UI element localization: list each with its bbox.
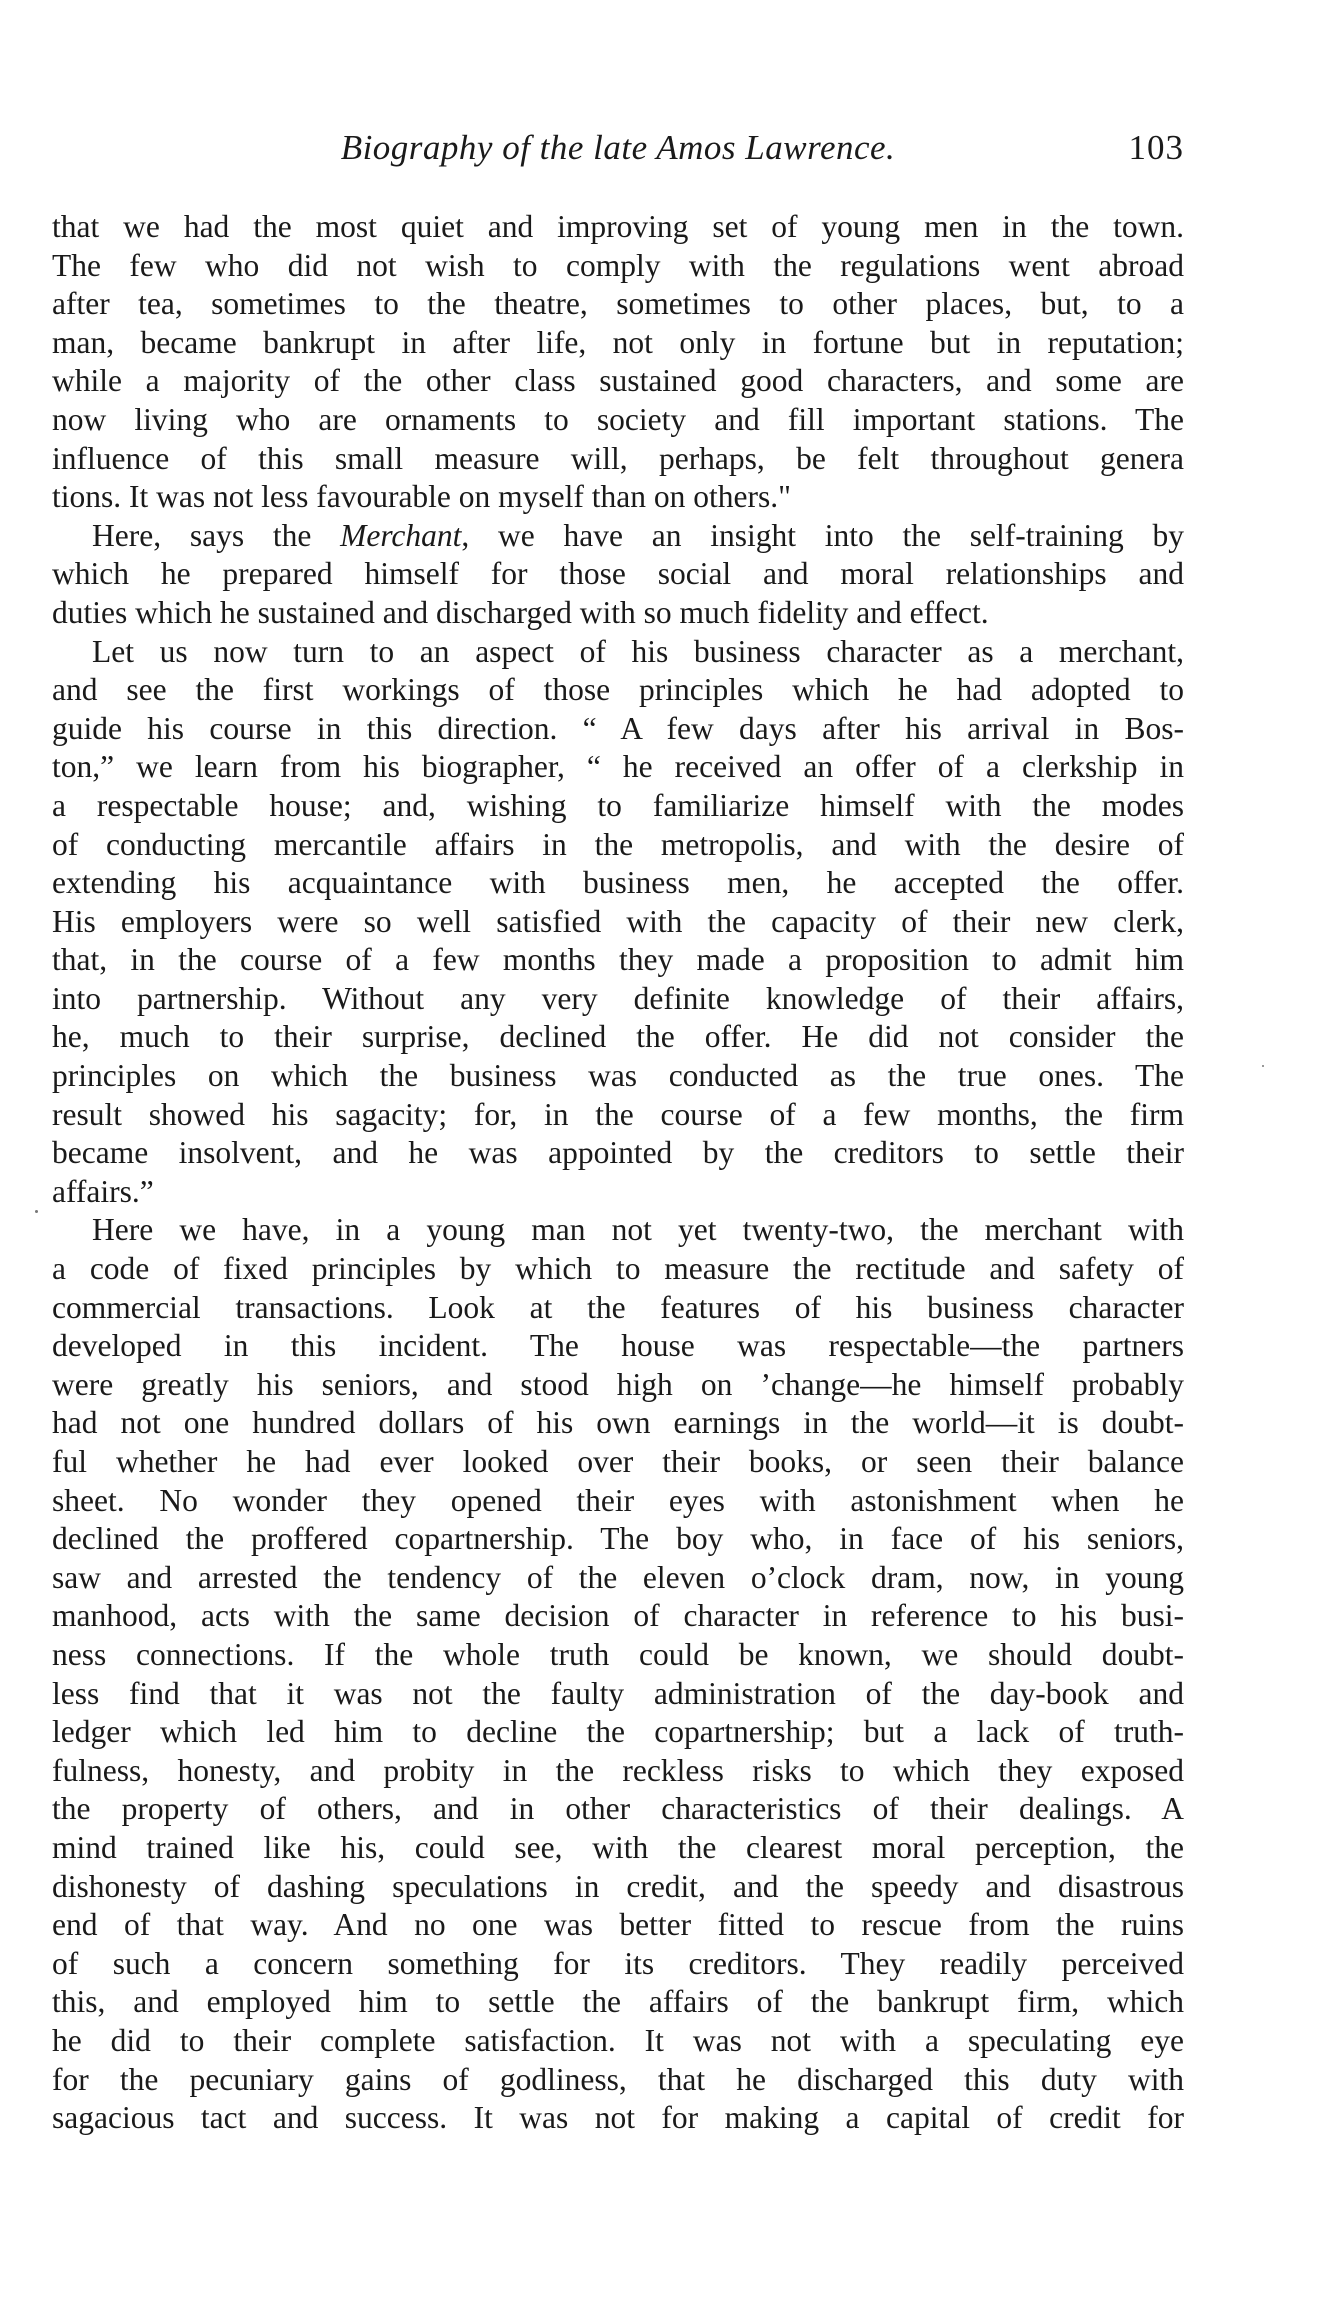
text-line: while a majority of the other class sustained good characters, and some are — [52, 363, 1184, 399]
text-line: saw and arrested the tendency of the eleven o’clock dram, now, in young — [52, 1559, 1184, 1595]
body-text — [52, 208, 1184, 2138]
text-line: dishonesty of dashing speculations in credit, and the speedy and disastrous — [52, 1868, 1184, 1904]
text-line: became insolvent, and he was appointed by the creditors to settle their — [52, 1135, 1184, 1171]
text-line: Here we have, in a young man not yet twenty-two, the merchant with — [92, 1212, 1184, 1248]
text-line: less find that it was not the faulty administration of the day-book and — [52, 1675, 1184, 1711]
text-line: he did to their complete satisfaction. It was not with a speculating eye — [52, 2022, 1184, 2058]
text-line: tions. It was not less favourable on myself than on others." — [52, 479, 791, 515]
text-line: ledger which led him to decline the copartnership; but a lack of truth- — [52, 1714, 1184, 1750]
page-number: 103 — [1128, 128, 1184, 167]
text-line: guide his course in this direction. “ A few days after his arrival in Bos- — [52, 710, 1184, 746]
text-span: which — [52, 556, 129, 592]
running-head — [52, 128, 1184, 178]
text-line: duties which he sustained and discharged with so much fidelity and effect. — [52, 594, 989, 630]
text-line: ton,” we learn from his biographer, “ he received an offer of a clerkship in — [52, 749, 1184, 785]
text-line: a respectable house; and, wishing to familiarize himself with the modes — [52, 787, 1184, 823]
running-title: Biography of the late Amos Lawrence. — [340, 128, 896, 167]
text-line: of such a concern something for its creditors. They readily perceived — [52, 1945, 1184, 1981]
text-line: man, became bankrupt in after life, not only in fortune but in reputation; — [52, 324, 1184, 360]
text-line-merchant — [52, 517, 1184, 556]
text-span: Here, says the — [92, 517, 341, 553]
text-span: he prepared himself for those social and moral relationships and — [160, 556, 1184, 592]
margin-dot — [35, 1210, 38, 1213]
text-line: of conducting mercantile affairs in the metropolis, and with the desire of — [52, 826, 1184, 862]
text-line: His employers were so well satisfied with the capacity of their new clerk, — [52, 903, 1184, 939]
text-line: sheet. No wonder they opened their eyes with astonishment when he — [52, 1482, 1184, 1518]
text-line: influence of this small measure will, perhaps, be felt throughout genera — [52, 440, 1184, 476]
text-line: that, in the course of a few months they made a proposition to admit him — [52, 942, 1184, 978]
text-line: fulness, honesty, and probity in the reckless risks to which they exposed — [52, 1752, 1184, 1788]
text-line: principles on which the business was conducted as the true ones. The — [52, 1058, 1184, 1094]
text-span: , we have an insight into the self-training by — [461, 517, 1184, 553]
italic-merchant: Merchant — [340, 517, 462, 553]
text-line: developed in this incident. The house was respectable—the partners — [52, 1328, 1184, 1364]
text-line: were greatly his seniors, and stood high on ’change—he himself probably — [52, 1366, 1184, 1402]
text-line: he, much to their surprise, declined the offer. He did not consider the — [52, 1019, 1184, 1055]
text-line: a code of fixed principles by which to measure the rectitude and safety of — [52, 1251, 1184, 1287]
text-line: ful whether he had ever looked over their books, or seen their balance — [52, 1444, 1184, 1479]
text-line: that we had the most quiet and improving set of young men in the town. — [52, 209, 1184, 244]
text-line: the property of others, and in other characteristics of their dealings. A — [52, 1791, 1184, 1827]
text-line: and see the first workings of those principles which he had adopted to — [52, 672, 1184, 708]
text-line: had not one hundred dollars of his own earnings in the world—it is doubt- — [52, 1405, 1184, 1441]
text-line: for the pecuniary gains of godliness, that he discharged this duty with — [52, 2061, 1184, 2097]
text-line: extending his acquaintance with business men, he accepted the offer. — [52, 865, 1184, 901]
text-line: result showed his sagacity; for, in the course of a few months, the firm — [52, 1096, 1184, 1132]
text-line: mind trained like his, could see, with the clearest moral perception, the — [52, 1829, 1184, 1865]
text-line: now living who are ornaments to society and fill important stations. The — [52, 401, 1184, 437]
text-line-which — [52, 555, 1184, 594]
text-line: sagacious tact and success. It was not for making a capital of credit for — [52, 2100, 1184, 2136]
text-line: Let us now turn to an aspect of his business character as a merchant, — [92, 633, 1184, 669]
text-line: affairs.” — [52, 1173, 154, 1209]
text-line: manhood, acts with the same decision of character in reference to his busi- — [52, 1598, 1184, 1634]
text-line: declined the proffered copartnership. The boy who, in face of his seniors, — [52, 1521, 1184, 1557]
text-line: commercial transactions. Look at the features of his business character — [52, 1289, 1184, 1325]
text-line: ness connections. If the whole truth could be known, we should doubt- — [52, 1636, 1184, 1672]
text-line: after tea, sometimes to the theatre, sometimes to other places, but, to a — [52, 286, 1184, 322]
text-line: into partnership. Without any very definite knowledge of their affairs, — [52, 980, 1184, 1016]
text-line: The few who did not wish to comply with the regulations went abroad — [52, 247, 1184, 283]
margin-dot — [1262, 1065, 1264, 1067]
text-line: end of that way. And no one was better fitted to rescue from the ruins — [52, 1907, 1184, 1943]
text-line: this, and employed him to settle the affairs of the bankrupt firm, which — [52, 1984, 1184, 2020]
